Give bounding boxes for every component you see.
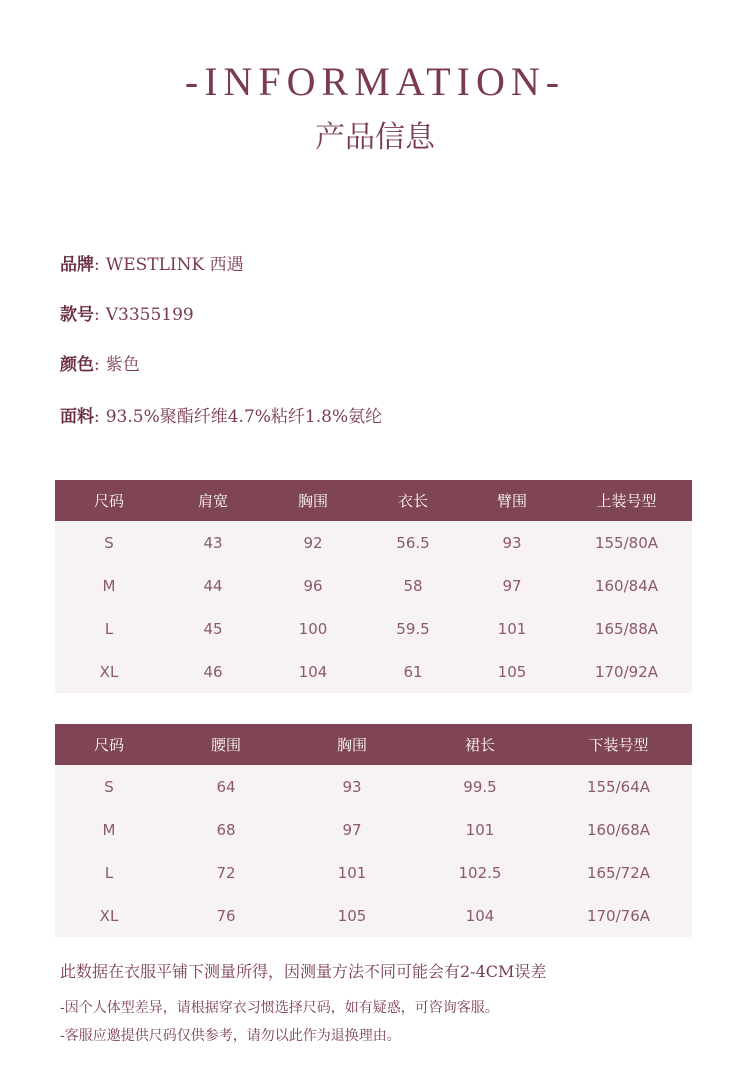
table-cell: 68 [216,820,236,839]
info-separator: : [94,255,100,275]
size-advice-note: -因个人体型差异，请根据穿衣习惯选择尺码，如有疑惑，可咨询客服。 [60,1000,499,1016]
table-cell: 44 [203,576,223,595]
table-row [55,564,692,607]
table-cell: 61 [403,662,423,681]
table-cell: 100 [298,619,328,638]
table-cell: 155/80A [594,533,659,552]
title-chinese: 产品信息 [315,120,435,155]
table-cell: 43 [203,533,223,552]
table-cell: 101 [497,619,527,638]
table-cell: 170/92A [594,662,659,681]
table-cell: 97 [342,820,362,839]
table-row [55,607,692,650]
table-cell: 64 [216,777,236,796]
info-separator: : [94,305,100,325]
table-cell: 104 [298,662,328,681]
table-cell: 58 [403,576,423,595]
table-cell: M [102,820,116,839]
table-cell: 105 [497,662,527,681]
table-cell: 170/76A [586,906,651,925]
table-cell: 99.5 [463,777,497,796]
column-header: 臂围 [496,492,527,510]
table-cell: 105 [337,906,367,925]
column-header: 胸围 [336,736,367,754]
title-english: -INFORMATION- [184,59,566,104]
table-cell: 93 [502,533,522,552]
table-row [55,894,692,937]
info-style-number [60,303,194,327]
table-cell: 104 [465,906,495,925]
table-cell: XL [99,906,119,925]
column-header: 尺码 [93,492,124,510]
table-cell: 165/88A [594,619,659,638]
column-header: 尺码 [93,736,124,754]
info-value: V3355199 [105,305,194,325]
info-label: 款号 [60,305,94,325]
table-cell: 101 [465,820,495,839]
info-value: WESTLINK 西遇 [105,255,244,275]
info-label: 颜色 [60,355,94,375]
table-cell: 56.5 [396,533,430,552]
table-cell: 45 [203,619,223,638]
table-cell: 96 [303,576,323,595]
table-cell: 46 [203,662,223,681]
table-row [55,808,692,851]
column-header: 衣长 [397,492,428,510]
table-cell: 92 [303,533,323,552]
info-label: 面料 [60,407,94,427]
table-row [55,765,692,808]
column-header: 腰围 [210,736,241,754]
table-cell: 160/84A [594,576,659,595]
table-cell: M [102,576,116,595]
table-cell: 59.5 [396,619,430,638]
table-row [55,650,692,693]
table-row [55,851,692,894]
info-value: 紫色 [105,355,140,375]
table-cell: 97 [502,576,522,595]
table-row [55,521,692,564]
info-value: 93.5%聚酯纤维4.7%粘纤1.8%氨纶 [105,407,383,427]
table-cell: S [104,533,114,552]
table-cell: XL [99,662,119,681]
info-label: 品牌 [60,255,94,275]
info-brand [60,253,244,277]
table-header-row [55,724,692,765]
column-header: 肩宽 [197,492,228,510]
column-header: 下装号型 [588,736,649,754]
bottom-size-table [55,724,692,937]
info-color [60,353,140,377]
table-cell: 93 [342,777,362,796]
table-cell: 102.5 [458,863,502,882]
info-fabric [60,405,382,429]
table-header-row [55,480,692,521]
return-policy-note: -客服应邀提供尺码仅供参考，请勿以此作为退换理由。 [60,1028,401,1044]
column-header: 胸围 [297,492,328,510]
info-separator: : [94,355,100,375]
table-cell: 76 [216,906,236,925]
table-cell: 165/72A [586,863,651,882]
table-cell: 160/68A [586,820,651,839]
table-cell: 72 [216,863,236,882]
table-cell: L [104,863,114,882]
column-header: 裙长 [464,736,495,754]
table-cell: L [104,619,114,638]
column-header: 上装号型 [596,492,657,510]
table-cell: 155/64A [586,777,651,796]
table-cell: 101 [337,863,367,882]
info-separator: : [94,407,100,427]
table-cell: S [104,777,114,796]
top-size-table [55,480,692,693]
measurement-note: 此数据在衣服平铺下测量所得，因测量方法不同可能会有2-4CM误差 [60,962,547,981]
